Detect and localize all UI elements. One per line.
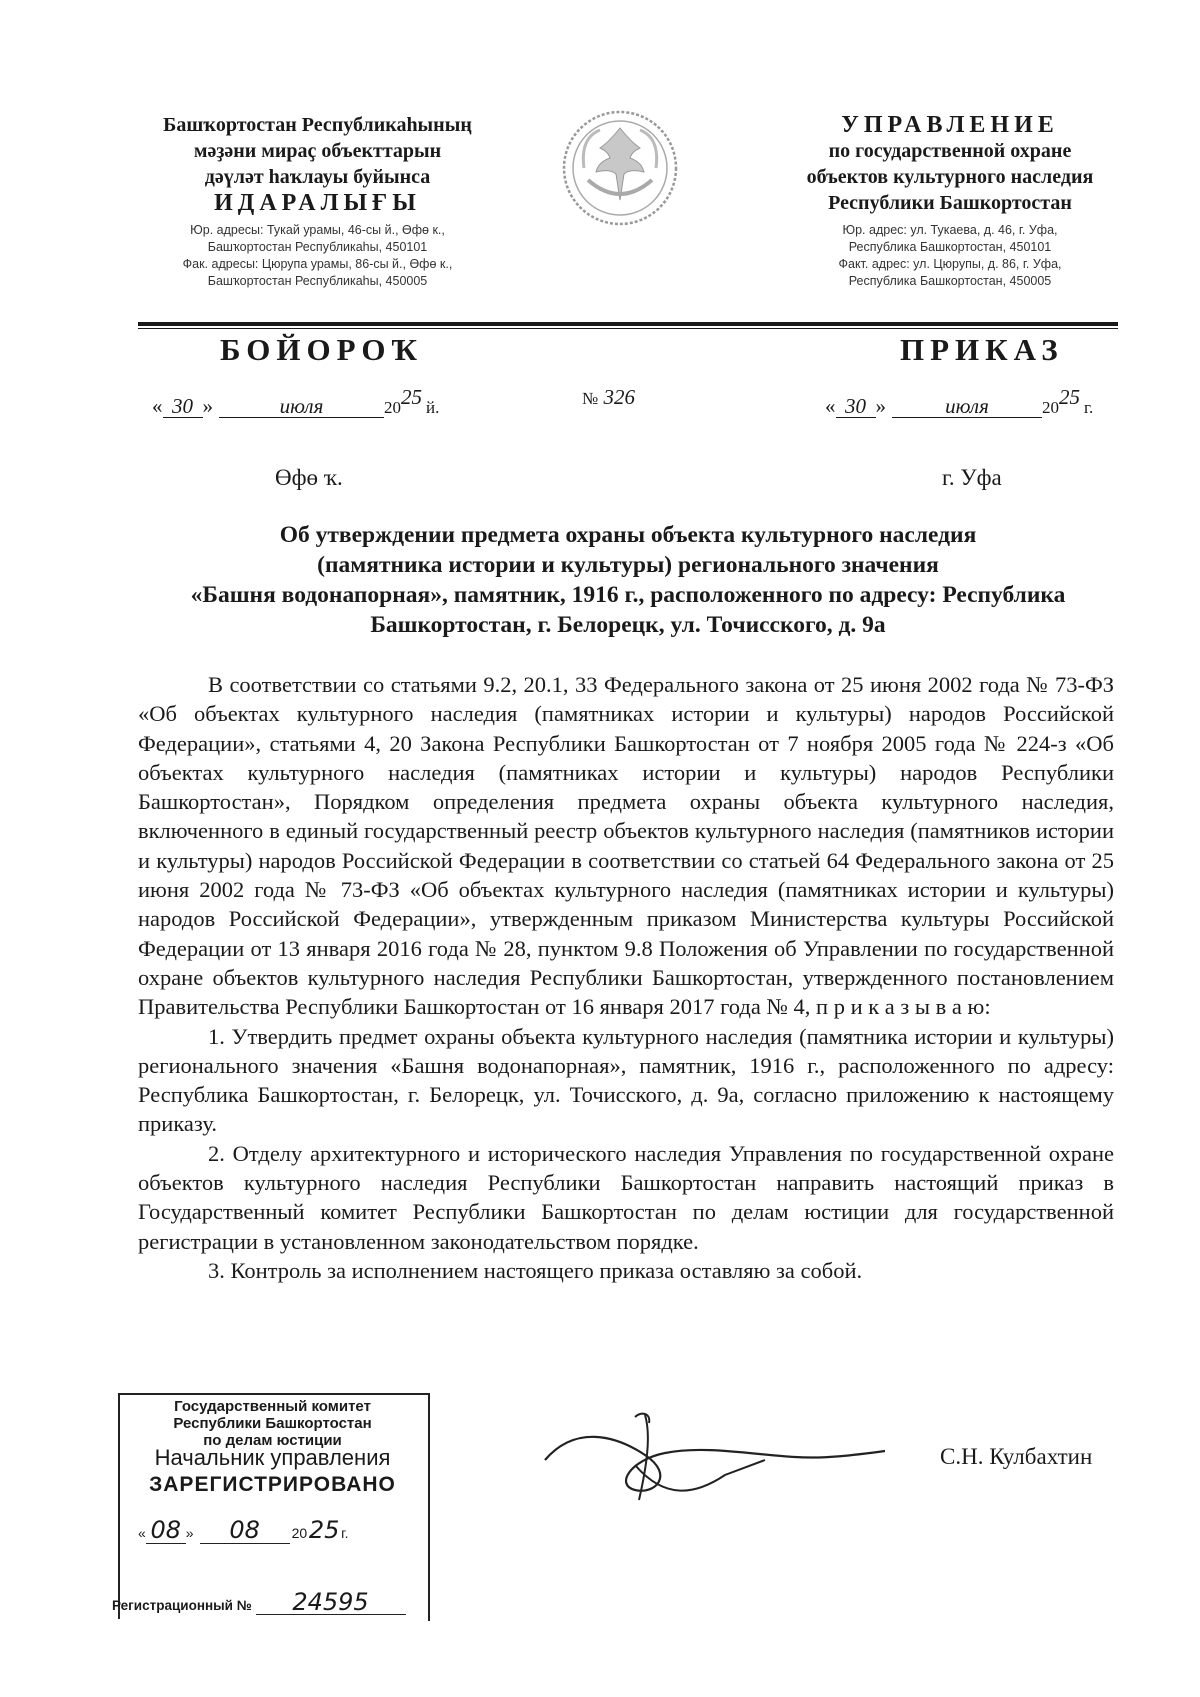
body-paragraph-3: 3. Контроль за исполнением настоящего приказа оставляю за собой. (208, 1257, 863, 1283)
order-body (138, 670, 1114, 1285)
quote-close: » (202, 394, 213, 418)
header-left-title: ИДАРАЛЫҒЫ (214, 190, 421, 216)
stamp-org-line: Республики Башкортостан (173, 1415, 372, 1432)
date-year-prefix: 20 (1042, 398, 1059, 417)
header-right (760, 112, 1140, 216)
header-left-line: дәүләт һаҡлауы буйынса (204, 166, 431, 188)
stamp-reg-label: Регистрационный № (112, 1598, 252, 1613)
doc-type-right: ПРИКАЗ (900, 332, 1064, 367)
quote-close: » (185, 1525, 194, 1541)
date-year-suffix: 25 (1059, 385, 1080, 409)
header-left-line: мәҙәни мираҫ объекттарын (193, 140, 442, 162)
stamp-year-suffix: 25 (308, 1516, 340, 1544)
stamp-org-line: Государственный комитет (174, 1398, 371, 1415)
stamp-day: 08 (146, 1517, 186, 1544)
header-left-line: Башҡортостан Республикаһының (163, 114, 472, 136)
coat-of-arms-emblem (560, 108, 680, 228)
date-month: июля (892, 395, 1042, 418)
stamp-month: 08 (200, 1517, 290, 1544)
date-month: июля (219, 395, 384, 418)
number-label: № (582, 389, 599, 408)
registration-stamp (120, 1398, 425, 1497)
stamp-registration-number (112, 1590, 406, 1615)
header-left-address (120, 222, 515, 290)
stamp-year-prefix: 20 (291, 1525, 308, 1541)
address-line: Башҡортостан Республикаһы, 450005 (207, 274, 428, 288)
body-paragraph-1: 1. Утвердить предмет охраны объекта культурного наследия (памятника истории и культуры) регионального значения «Башня водонапорная», памятник, 1916 г., расположенного по адресу: Республика Башкортостан, г. Белорецк, ул. Точисского, д. 9а, согласно приложению к настоящему приказу. (138, 1023, 1114, 1137)
date-unit: г. (1084, 398, 1094, 417)
stamp-reg-number: 24595 (256, 1590, 406, 1615)
date-unit: й. (426, 398, 440, 417)
header-rule-thin (138, 328, 1118, 329)
header-right-line: объектов культурного наследия (806, 166, 1094, 188)
address-line: Юр. адрес: ул. Тукаева, д. 46, г. Уфа, (842, 223, 1058, 237)
date-year-prefix: 20 (384, 398, 401, 417)
header-left (120, 112, 515, 216)
header-rule-thick (138, 322, 1118, 326)
stamp-position: Начальник управления (154, 1445, 391, 1470)
date-right (825, 385, 1093, 419)
city-right: г. Уфа (942, 465, 1002, 490)
date-day: 30 (163, 395, 203, 418)
handwritten-signature (535, 1405, 895, 1510)
date-day: 30 (836, 395, 876, 418)
stamp-date (138, 1517, 348, 1544)
order-number (582, 385, 635, 410)
header-right-address (780, 222, 1120, 290)
number-value: 326 (603, 385, 635, 409)
quote-open: « (138, 1525, 146, 1541)
date-year-suffix: 25 (401, 385, 422, 409)
stamp-org-line: по делам юстиции (203, 1432, 342, 1449)
quote-open: « (825, 394, 836, 418)
address-line: Факт. адрес: ул. Цюрупы, д. 86, г. Уфа, (838, 257, 1062, 271)
title-line: Об утверждении предмета охраны объекта культурного наследия (279, 522, 977, 548)
stamp-year-unit: г. (341, 1525, 349, 1541)
stamp-status: ЗАРЕГИСТРИРОВАНО (149, 1473, 396, 1496)
signatory-name: С.Н. Кулбахтин (940, 1444, 1093, 1469)
title-line: «Башня водонапорная», памятник, 1916 г., расположенного по адресу: Республика (190, 582, 1066, 608)
doc-type-left: БОЙОРОҠ (220, 332, 424, 367)
address-line: Юр. адресы: Тукай урамы, 46-сы й., Өфө к., (190, 223, 445, 237)
body-paragraph-preamble: В соответствии со статьями 9.2, 20.1, 33 Федерального закона от 25 июня 2002 года № 73-ФЗ «Об объектах культурного наследия (памятниках истории и культуры) народов Российской Федерации», статьями 4, 20 Закона Республики Башкортостан от 7 ноября 2005 года № 224-з «Об объектах культурного наследия (памятниках истории и культуры) народов Республики Башкортостан», Порядком определения предмета охраны объекта культурного наследия, включенного в единый государственный реестр объектов культурного наследия (памятников истории и культуры) народов Российской Федерации в соответствии со статьей 64 Федерального закона от 25 июня 2002 года № 73-ФЗ «Об объектах культурного наследия (памятниках истории и культуры) народов Российской Федерации», утвержденным приказом Министерства культуры Российской Федерации от 13 января 2016 года № 28, пунктом 9.8 Положения об Управлении по государственной охране объектов культурного наследия Республики Башкортостан, утвержденного постановлением Правительства Республики Башкортостан от 16 января 2017 года № 4, п р и к а з ы в а ю: (138, 672, 1114, 1020)
title-line: (памятника истории и культуры) регионального значения (317, 552, 939, 578)
address-line: Республика Башкортостан, 450005 (848, 274, 1052, 288)
address-line: Фак. адресы: Цюрупа урамы, 86-сы й., Өфө к., (182, 257, 453, 271)
title-line: Башкортостан, г. Белорецк, ул. Точисского, д. 9а (370, 612, 886, 638)
order-title (138, 520, 1118, 640)
header-right-line: по государственной охране (828, 140, 1072, 162)
date-left (152, 385, 439, 419)
address-line: Республика Башкортостан, 450101 (848, 240, 1052, 254)
address-line: Башҡортостан Республикаһы, 450101 (207, 240, 428, 254)
header-right-title: УПРАВЛЕНИЕ (841, 112, 1059, 138)
city-left: Өфө ҡ. (275, 465, 343, 490)
quote-open: « (152, 394, 163, 418)
header-right-line: Республики Башкортостан (828, 192, 1072, 214)
body-paragraph-2: 2. Отделу архитектурного и исторического наследия Управления по государственной охране объектов культурного наследия Республики Башкортостан направить настоящий приказ в Государственный комитет Республики Башкортостан по делам юстиции для государственной регистрации в установленном законодательством порядке. (138, 1140, 1114, 1254)
quote-close: » (875, 394, 886, 418)
